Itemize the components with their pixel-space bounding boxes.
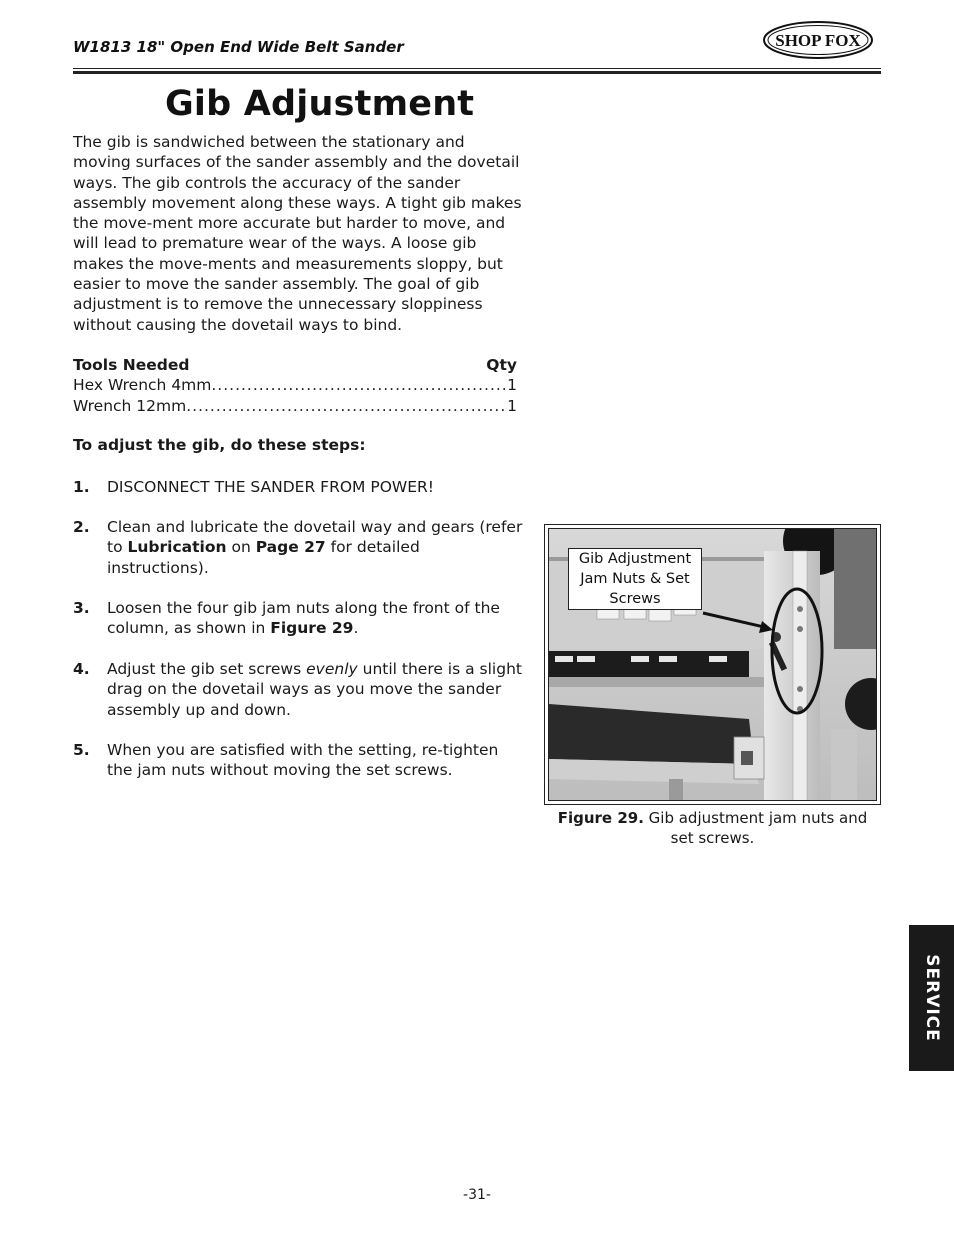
emphasis-evenly: evenly (306, 660, 358, 678)
figure-29-photo (548, 528, 877, 801)
step-number: 4. (73, 660, 90, 678)
service-section-tab (909, 925, 954, 1071)
tool-row (73, 375, 517, 395)
step-item (73, 517, 523, 578)
intro-paragraph: The gib is sandwiched between the stationary and moving surfaces of the sander assembly and the dovetail ways. The gib controls the accuracy of the sander assembly movement along these ways. A tight gib makes the move-ment more accurate but harder to move, and will lead to premature wear of the ways. A loose gib makes the move-ments and measurements sloppy, but easier to move the sander assembly. The goal of gib adjustment is to remove the unnecessary sloppiness without causing the dovetail ways to bind. (73, 133, 522, 334)
step-item (73, 740, 523, 781)
tool-qty: 1 (507, 396, 517, 415)
steps-intro: To adjust the gib, do these steps: (73, 436, 366, 454)
header-rule-bottom (73, 71, 881, 74)
step-text: Adjust the gib set screws evenly until there is a slight drag on the dovetail ways as you move the sander assembly up and down. (107, 660, 522, 719)
step-item (73, 659, 523, 720)
step-number: 1. (73, 478, 90, 496)
figure-29-frame (544, 524, 881, 805)
tool-name: Hex Wrench 4mm (73, 376, 212, 395)
leader-dots (211, 375, 507, 395)
service-tab-label: SERVICE (921, 954, 942, 1042)
tools-needed-table (73, 355, 517, 416)
shop-fox-logo (762, 20, 874, 60)
tool-qty: 1 (507, 376, 517, 395)
tool-row (73, 396, 517, 416)
figure-caption-label: Figure 29. (557, 809, 644, 827)
step-text: DISCONNECT THE SANDER FROM POWER! (107, 478, 434, 496)
step-text: Clean and lubricate the dovetail way and gears (refer to Lubrication on Page 27 for detailed instructions). (107, 518, 523, 577)
page-heading: Gib Adjustment (165, 84, 475, 124)
figure-caption-text: Gib adjustment jam nuts and set screws. (643, 809, 868, 847)
header-rule-top (73, 68, 881, 69)
figure-callout-label: Gib Adjustment Jam Nuts & Set Screws (568, 548, 702, 610)
step-number: 5. (73, 741, 90, 759)
tools-header-label: Tools Needed (73, 356, 190, 374)
step-item (73, 477, 523, 497)
tools-table-header (73, 355, 517, 375)
page-number: -31- (463, 1187, 491, 1203)
lubrication-reference: Lubrication (127, 538, 227, 557)
document-header-title: W1813 18" Open End Wide Belt Sander (73, 38, 404, 56)
step-item (73, 598, 523, 639)
step-text: When you are satisfied with the setting, re-tighten the jam nuts without moving the set screws. (107, 741, 499, 780)
step-number: 3. (73, 599, 90, 617)
figure-caption (544, 808, 881, 848)
step-text: Loosen the four gib jam nuts along the front of the column, as shown in Figure 29. (107, 599, 500, 638)
step-number: 2. (73, 518, 90, 536)
figure-reference: Figure 29 (270, 619, 354, 638)
leader-dots (186, 396, 507, 416)
page-reference: Page 27 (255, 538, 326, 557)
svg-text:SHOP FOX: SHOP FOX (775, 31, 861, 50)
tool-name: Wrench 12mm (73, 396, 187, 415)
tools-header-qty: Qty (486, 356, 517, 374)
